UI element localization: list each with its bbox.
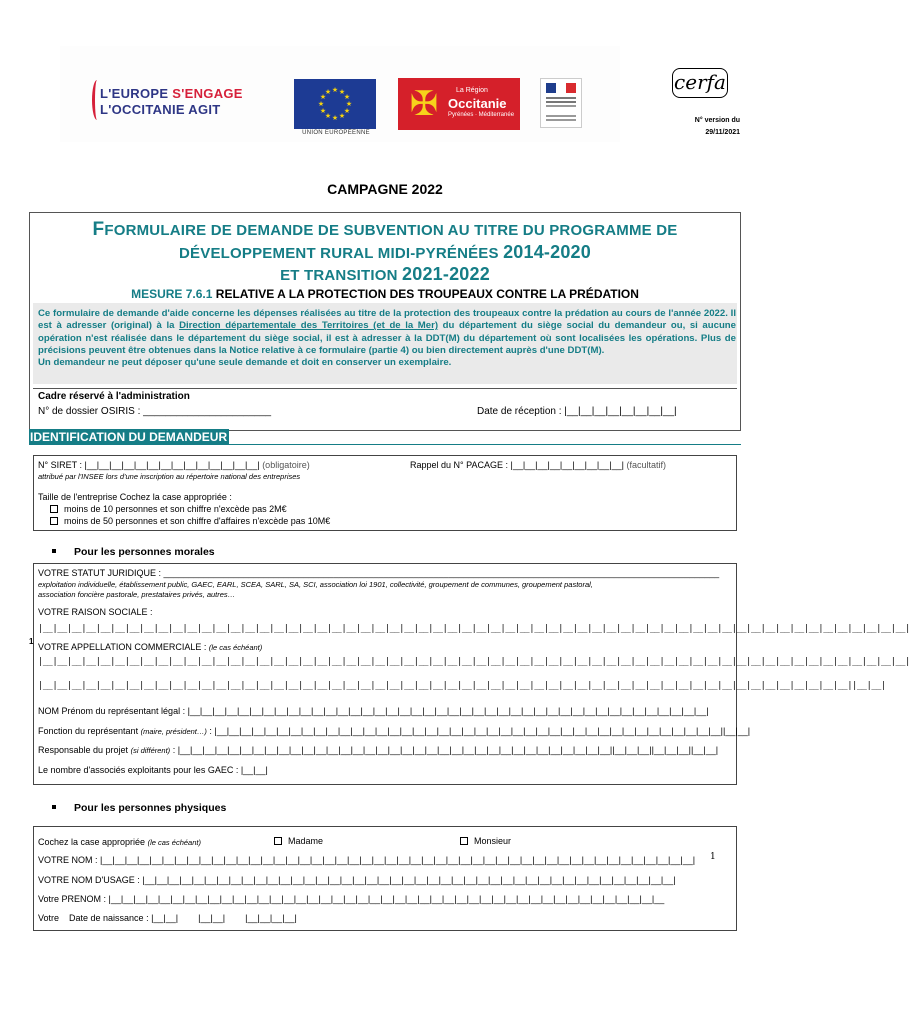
form-title-line1: FFORMULAIRE DE DEMANDE DE SUBVENTION AU TITRE DU PROGRAMME DE: [92, 219, 678, 240]
siret-field[interactable]: N° SIRET : |__|__|__|__|__|__|__|__|__|__|__|__|__|__| (obligatoire): [38, 460, 310, 470]
personnes-morales-title: Pour les personnes morales: [52, 546, 215, 558]
representant-fonction-field[interactable]: Fonction du représentant (maire, président…) : |__|__|__|__|__|__|__|__|__|__|__|__|__|__|__|__|__|__|__|__|__|__|__|__|__|__|__|__|__|__|__|__|__|__|__|__|__|__|__|__|__||__|__|: [38, 726, 751, 736]
svg-text:★: ★: [331, 114, 339, 122]
region-label-1: La Région: [456, 87, 488, 94]
version-date: 29/11/2021: [705, 129, 740, 136]
raison-sociale-input[interactable]: |__|__|__|__|__|__|__|__|__|__|__|__|__|__|__|__|__|__|__|__|__|__|__|__|__|__|__|__|__|__|__|__|__|__|__|__|__|__|__|__|__|__|__|__|__|__|__|__|__|__|__|__|__|__|__|__|__|__|__|__|: [38, 624, 910, 634]
personnes-physiques-title: Pour les personnes physiques: [52, 802, 226, 814]
osiris-field[interactable]: N° de dossier OSIRIS : _______________________: [38, 406, 272, 417]
siret-note: attribué par l'INSEE lors d'une inscription au répertoire national des entreprises: [38, 472, 301, 481]
french-flag-icon: [546, 83, 576, 93]
page-footnote-marker: 1: [710, 852, 716, 862]
region-label-2: Occitanie: [448, 96, 507, 111]
civilite-label: Cochez la case appropriée (le cas échéant): [38, 837, 201, 847]
appellation-label: VOTRE APPELLATION COMMERCIALE : (le cas échéant): [38, 642, 263, 652]
checkbox-icon[interactable]: [50, 517, 58, 525]
version-info: [650, 115, 740, 139]
svg-text:★: ★: [324, 88, 332, 96]
monsieur-option[interactable]: Monsieur: [460, 836, 511, 846]
svg-text:★: ★: [338, 88, 346, 96]
svg-text:★: ★: [319, 107, 327, 115]
date-naissance-field[interactable]: Votre Date de naissance : |__|__| |__|__| |__|__|__|__|: [38, 913, 297, 923]
eu-stars-icon: [294, 79, 376, 129]
europe-logo-line1: L'EUROPE S'ENGAGE: [100, 86, 243, 101]
nom-field[interactable]: VOTRE NOM : |__|__|__|__|__|__|__|__|__|__|__|__|__|__|__|__|__|__|__|__|__|__|__|__|__|__|__|__|__|__|__|__|__|__|__|__|__|__|__|__|__|__|__|__|__|__|__|__|: [38, 855, 696, 865]
checkbox-icon[interactable]: [460, 837, 468, 845]
svg-text:★: ★: [345, 100, 353, 108]
statut-hint: exploitation individuelle, établissement public, GAEC, EARL, SCEA, SARL, SA, SCI, association loi 1901, collectivité, groupement de communes, groupement pastoral,: [38, 580, 593, 589]
version-label: N° version du: [694, 117, 740, 124]
appellation-input-2[interactable]: |__|__|__|__|__|__|__|__|__|__|__|__|__|__|__|__|__|__|__|__|__|__|__|__|__|__|__|__|__|__|__|__|__|__|__|__|__|__|__|__|__|__|__|__|__|__|__|__|__|__|__|__|__|__|__|__||__|__|: [38, 681, 886, 691]
bullet-icon: [52, 549, 56, 553]
nom-usage-field[interactable]: VOTRE NOM D'USAGE : |__|__|__|__|__|__|__|__|__|__|__|__|__|__|__|__|__|__|__|__|__|__|__|__|__|__|__|__|__|__|__|__|__|__|__|__|__|__|__|__|__|__|__|: [38, 875, 676, 885]
checkbox-icon[interactable]: [274, 837, 282, 845]
form-title-line2: DÉVELOPPEMENT RURAL MIDI-PYRÉNÉES 2014-2020: [179, 242, 591, 262]
bullet-icon: [52, 805, 56, 809]
representant-nom-field[interactable]: NOM Prénom du représentant légal : |__|__|__|__|__|__|__|__|__|__|__|__|__|__|__|__|__|__|__|__|__|__|__|__|__|__|__|__|__|__|__|__|__|__|__|__|__|__|__|__|__|__|: [38, 706, 709, 716]
footnote-marker: 1: [29, 637, 34, 646]
statut-hint-2: association foncière pastorale, prestataires privés, autres…: [38, 590, 236, 599]
svg-text:★: ★: [319, 93, 327, 101]
pacage-field[interactable]: Rappel du N° PACAGE : |__|__|__|__|__|__|__|__|__| (facultatif): [410, 460, 666, 470]
raison-sociale-label: VOTRE RAISON SOCIALE :: [38, 607, 153, 617]
gaec-associes-field[interactable]: Le nombre d'associés exploitants pour les GAEC : |__|__|: [38, 765, 268, 775]
taille-label: Taille de l'entreprise Cochez la case appropriée :: [38, 492, 232, 502]
intro-paragraph: Ce formulaire de demande d'aide concerne les dépenses réalisées au titre de la protection des troupeaux contre la prédation au cours de l'année 2022. Il est à adresser (original) à la Direction départementale des Territoires (et de la Mer) du département du siège social du demandeur ou, si aucune opération n'est réalisée dans le département du siège social, il est à adresser à la DDT(M) du département où sont localisées les opérations. Plus de précisions peuvent être obtenues dans la Notice relative à ce formulaire (partie 4) ou bien directement auprès d'une DDT(M). Un demandeur ne peut déposer qu'une seule demande et doit en conserver un exemplaire.: [38, 308, 737, 369]
madame-option[interactable]: Madame: [274, 836, 323, 846]
section-divider: [29, 444, 741, 445]
svg-text:★: ★: [331, 86, 339, 94]
reception-date-field[interactable]: Date de réception : |__|__|__|__|__|__|__|__|: [477, 406, 677, 417]
campaign-title: CAMPAGNE 2022: [327, 181, 443, 197]
prenom-field[interactable]: Votre PRENOM : |__|__|__|__|__|__|__|__|__|__|__|__|__|__|__|__|__|__|__|__|__|__|__|__|__|__|__|__|__|__|__|__|__|__|__|__|__|__|__|__|__|__|__|__|__: [38, 894, 665, 904]
form-title-line3: ET TRANSITION 2021-2022: [280, 264, 490, 284]
svg-text:★: ★: [343, 93, 351, 101]
region-label-3: Pyrénées · Méditerranée: [448, 112, 515, 118]
prefet-lines-icon: [546, 97, 576, 99]
mesure-heading: MESURE 7.6.1 RELATIVE A LA PROTECTION DES TROUPEAUX CONTRE LA PRÉDATION: [131, 287, 639, 301]
svg-text:★: ★: [317, 100, 325, 108]
intro-note: Un demandeur ne peut déposer qu'une seule demande et doit en conserver un exemplaire.: [38, 357, 452, 369]
occitan-cross-icon: ✠: [409, 85, 439, 123]
svg-text:★: ★: [338, 112, 346, 120]
europe-logo-line2: L'OCCITANIE AGIT: [100, 102, 221, 117]
eu-flag-icon: [294, 79, 376, 129]
region-occitanie-logo: [398, 78, 520, 130]
europe-occitanie-logo: [92, 80, 282, 124]
appellation-input-1[interactable]: |__|__|__|__|__|__|__|__|__|__|__|__|__|__|__|__|__|__|__|__|__|__|__|__|__|__|__|__|__|__|__|__|__|__|__|__|__|__|__|__|__|__|__|__|__|__|__|__|__|__|__|__|__|__|__|__|__|__|__|__|: [38, 657, 910, 667]
eu-caption: UNION EUROPÉENNE: [302, 130, 370, 136]
taille-option-2[interactable]: moins de 50 personnes et son chiffre d'affaires n'excède pas 10M€: [50, 516, 330, 526]
checkbox-icon[interactable]: [50, 505, 58, 513]
identification-section-header: IDENTIFICATION DU DEMANDEUR: [30, 430, 228, 444]
cerfa-logo: cerfa: [672, 68, 728, 98]
republique-francaise-logo: [540, 78, 582, 128]
statut-juridique-field[interactable]: VOTRE STATUT JURIDIQUE : _______________________________________________________________________________________________________________: [38, 568, 720, 578]
admin-title: Cadre réservé à l'administration: [38, 391, 190, 402]
taille-option-1[interactable]: moins de 10 personnes et son chiffre n'excède pas 2M€: [50, 504, 287, 514]
svg-text:★: ★: [343, 107, 351, 115]
ddt-link: Direction départementale des Territoires (et de la Mer): [179, 320, 439, 332]
svg-text:★: ★: [324, 112, 332, 120]
responsable-projet-field[interactable]: Responsable du projet (si différent) : |__|__|__|__|__|__|__|__|__|__|__|__|__|__|__|__|__|__|__|__|__|__|__|__|__|__|__|__|__|__|__|__|__|__|__||__|__|__||__|__|__||__|__|: [38, 745, 719, 755]
